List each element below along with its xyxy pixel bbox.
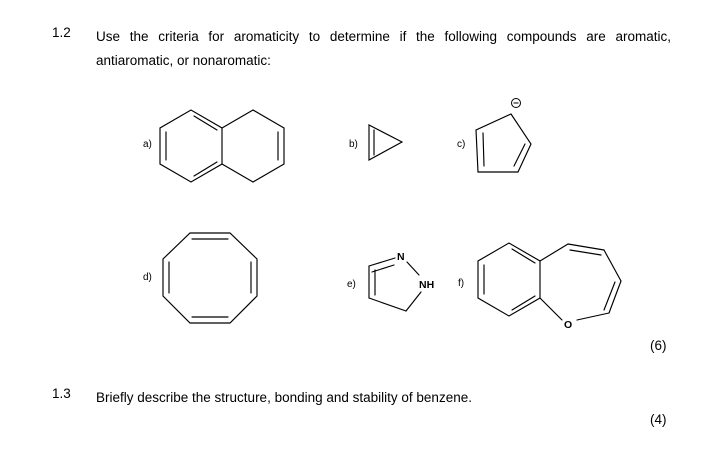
question-1-2-line-1: Use the criteria for aromaticity to determine if the following compounds are aromatic,	[96, 29, 671, 44]
compound-f-structure	[478, 243, 621, 320]
compound-c	[457, 99, 531, 173]
compound-d-structure	[163, 233, 257, 323]
compound-d-label: d)	[143, 272, 152, 283]
compound-d	[143, 233, 257, 323]
question-1-3-marks: (4)	[650, 412, 667, 427]
compound-c-structure	[476, 114, 531, 172]
question-1-2-marks: (6)	[650, 338, 667, 353]
compound-b	[349, 125, 402, 160]
compound-c-label: c)	[457, 139, 466, 150]
question-1-3-number: 1.3	[52, 386, 71, 401]
compound-c-charge	[512, 99, 521, 108]
compound-f-label: f)	[458, 278, 465, 289]
compound-e-label: e)	[347, 279, 356, 290]
compound-e-structure	[369, 258, 421, 311]
compound-e-atom-n: N	[397, 251, 405, 263]
question-1-2-line-2: antiaromatic, or nonaromatic:	[96, 53, 271, 68]
compound-a-structure	[160, 110, 284, 182]
compound-a-label: a)	[143, 139, 152, 150]
question-1-3-text: Briefly describe the structure, bonding and stability of benzene.	[96, 390, 472, 405]
compound-b-structure	[369, 125, 402, 160]
compound-e	[347, 251, 434, 311]
compound-b-label: b)	[349, 139, 358, 150]
compound-e-atom-nh: NH	[419, 279, 435, 291]
question-1-2-number: 1.2	[52, 25, 71, 40]
compound-a	[143, 110, 284, 182]
compound-f-atom-o: O	[564, 319, 573, 331]
compound-f	[458, 243, 621, 331]
